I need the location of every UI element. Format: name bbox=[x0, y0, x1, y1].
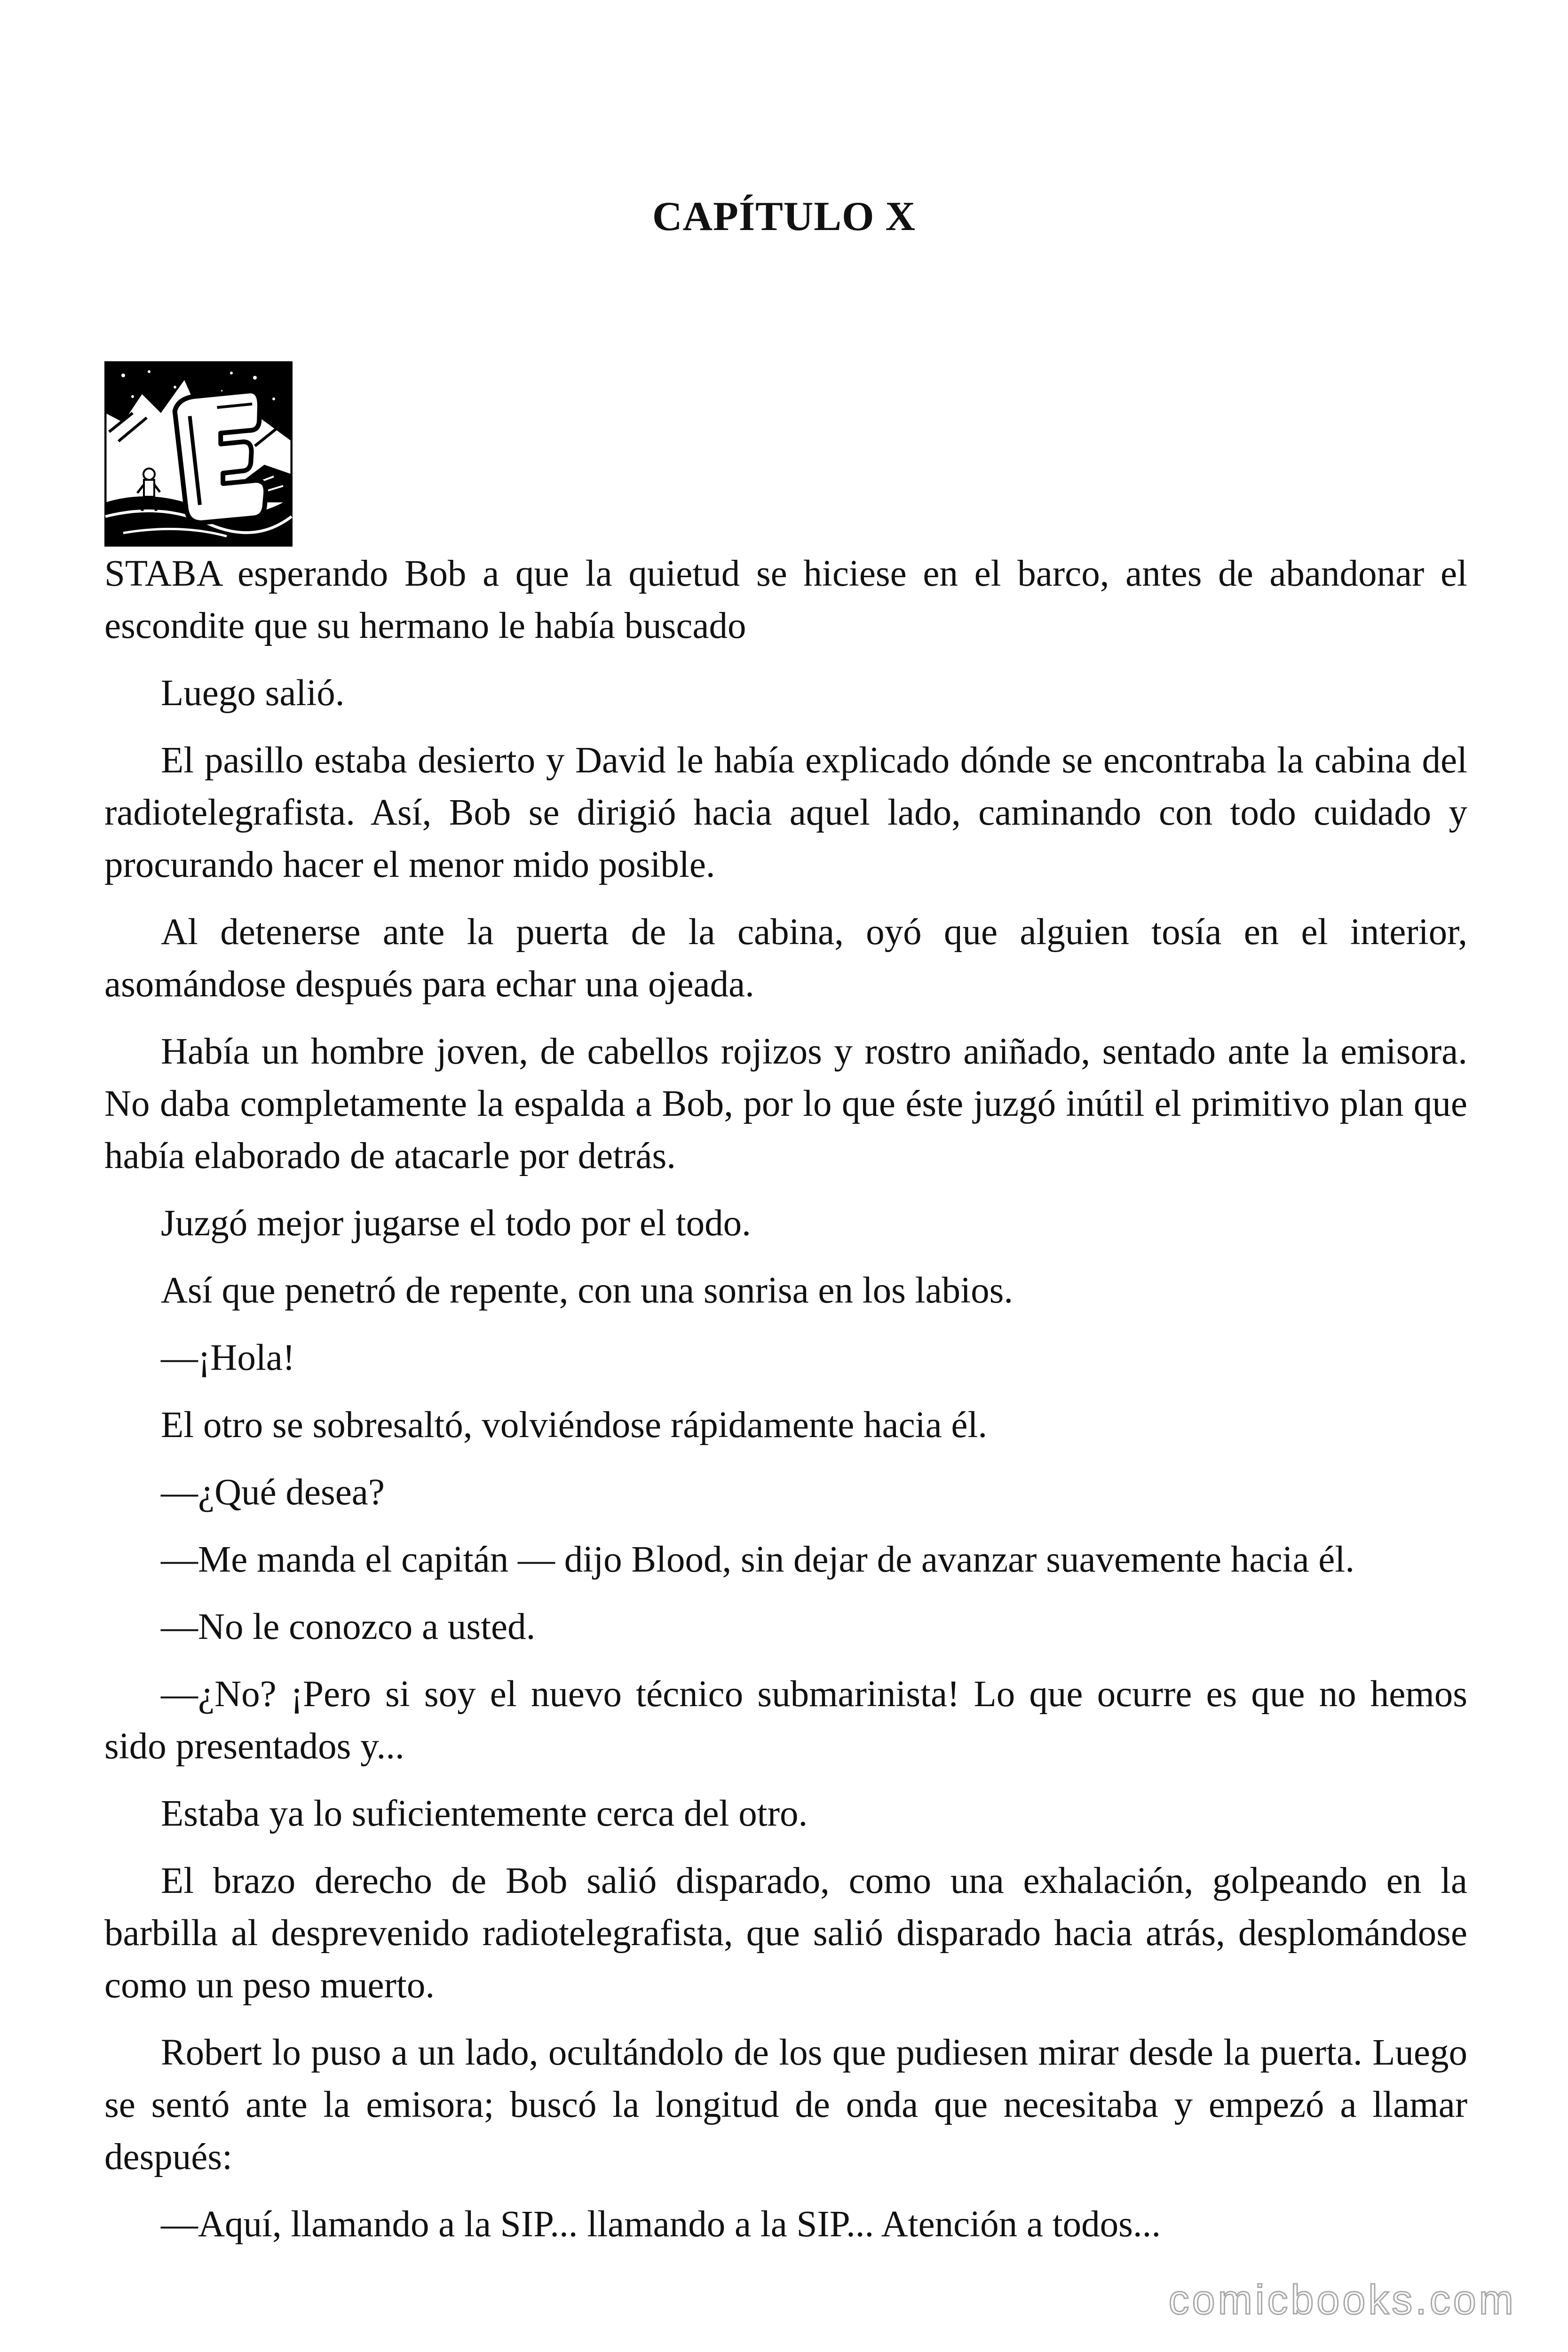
chapter-body-text bbox=[104, 548, 1467, 2265]
paragraph: —¿Qué desea? bbox=[161, 1472, 385, 1513]
paragraph: Así que penetró de repente, con una sonrisa en los labios. bbox=[161, 1270, 1014, 1311]
paragraph: —Me manda el capitán — dijo Blood, sin dejar de avanzar suavemente hacia él. bbox=[161, 1539, 1355, 1580]
paragraph: Robert lo puso a un lado, ocultándolo de los que pudiesen mirar desde la puerta. Luego se sentó ante la emisora; buscó la longitud de onda que necesitaba y empezó a llamar después: bbox=[104, 2032, 1467, 2177]
paragraph: Al detenerse ante la puerta de la cabina, oyó que alguien tosía en el interior, asomándose después para echar una ojeada. bbox=[104, 912, 1467, 1005]
paragraph: Había un hombre joven, de cabellos rojizos y rostro aniñado, sentado ante la emisora. No daba completamente la espalda a Bob, por lo que éste juzgó inútil el primitivo plan que había elaborado de atacarle por detrás. bbox=[104, 1031, 1467, 1176]
paragraph: —Aquí, llamando a la SIP... llamando a la SIP... Atención a todos... bbox=[161, 2204, 1161, 2245]
paragraph: El otro se sobresaltó, volviéndose rápidamente hacia él. bbox=[161, 1405, 988, 1446]
paragraph: El brazo derecho de Bob salió disparado, como una exhalación, golpeando en la barbilla al desprevenido radiotelegrafista, que salió disparado hacia atrás, desplomándose como un peso muerto. bbox=[104, 1860, 1467, 2006]
illustrated-drop-cap-e-icon bbox=[104, 361, 293, 547]
paragraph: Luego salió. bbox=[161, 673, 345, 714]
paragraph: Juzgó mejor jugarse el todo por el todo. bbox=[161, 1203, 751, 1244]
paragraph: —¿No? ¡Pero si soy el nuevo técnico submarinista! Lo que ocurre es que no hemos sido presentados y... bbox=[104, 1674, 1467, 1767]
watermark: comicbooks.com bbox=[1168, 2276, 1516, 2323]
paragraph: —No le conozco a usted. bbox=[161, 1606, 536, 1647]
paragraph: —¡Hola! bbox=[161, 1337, 295, 1378]
paragraph: El pasillo estaba desierto y David le había explicado dónde se encontraba la cabina del radiotelegrafista. Así, Bob se dirigió hacia aquel lado, caminando con todo cuidado y procurando hacer el menor mido posible. bbox=[104, 740, 1467, 885]
chapter-title: CAPÍTULO X bbox=[652, 194, 916, 239]
paragraph: STABA esperando Bob a que la quietud se hiciese en el barco, antes de abandonar el escondite que su hermano le había buscado bbox=[104, 553, 1467, 646]
paragraph: Estaba ya lo suficientemente cerca del otro. bbox=[161, 1793, 808, 1834]
